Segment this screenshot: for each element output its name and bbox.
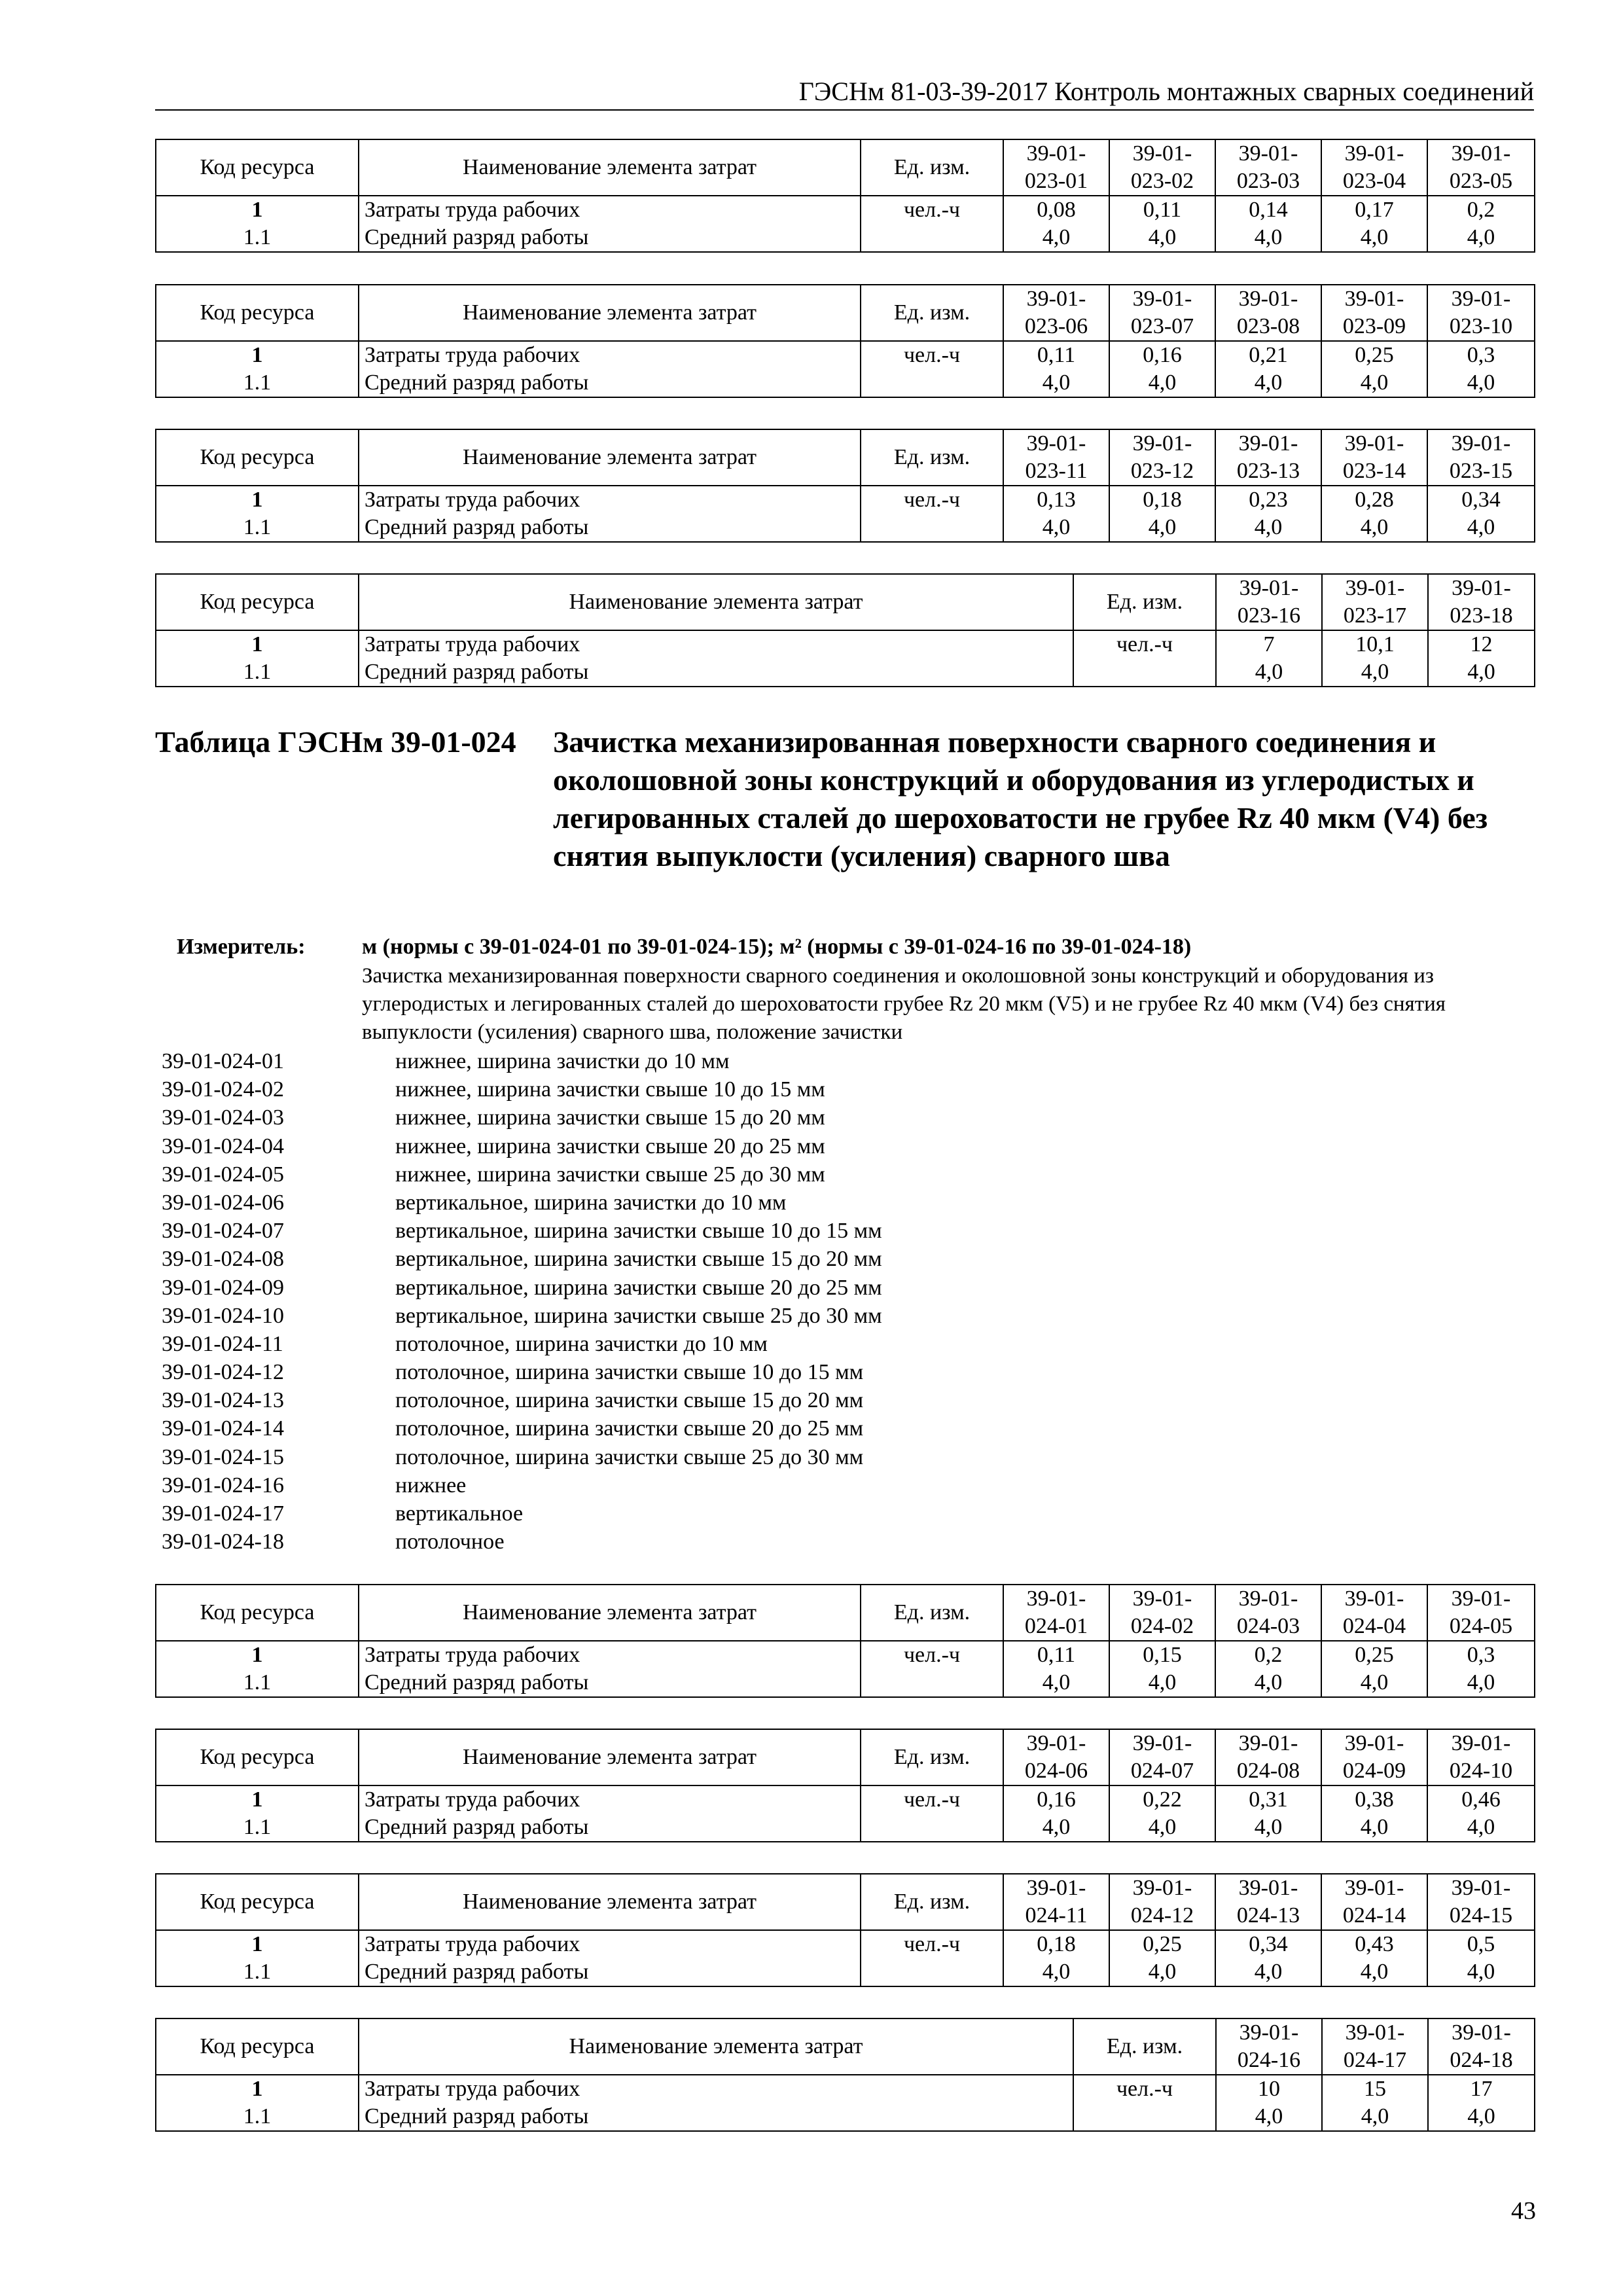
labor-value: 17 <box>1428 2075 1535 2103</box>
norm-code: 39-01-024-15 <box>162 1444 284 1469</box>
grade-value: 4,0 <box>1003 1814 1109 1842</box>
resource-unit: чел.-ч <box>861 486 1003 514</box>
resource-code: 1 <box>156 486 359 514</box>
norm-code-header: 39-01- 023-18 <box>1428 574 1535 630</box>
norm-code-header: 39-01- 023-11 <box>1003 429 1109 486</box>
norm-text: потолочное, ширина зачистки до 10 мм <box>395 1331 768 1356</box>
resource-table-023-06-10 <box>155 284 1535 398</box>
table-row-labor <box>156 1641 1535 1669</box>
resource-code: 1.1 <box>156 514 359 542</box>
norm-text: потолочное <box>395 1530 505 1554</box>
grade-value: 4,0 <box>1427 224 1535 252</box>
norm-code: 39-01-024-03 <box>162 1105 284 1130</box>
grade-value: 4,0 <box>1216 658 1322 687</box>
resource-table-024-16-18 <box>155 2018 1535 2132</box>
norm-code-header: 39-01- 023-15 <box>1427 429 1535 486</box>
resource-name: Средний разряд работы <box>359 1669 861 1697</box>
grade-value: 4,0 <box>1003 369 1109 397</box>
resource-table-023-01-05 <box>155 139 1535 253</box>
labor-value: 0,25 <box>1321 1641 1427 1669</box>
table-header-row <box>156 139 1535 196</box>
meter-label: Измеритель: <box>177 935 306 959</box>
grade-value: 4,0 <box>1109 514 1215 542</box>
norm-code-header: 39-01- 024-08 <box>1215 1729 1321 1785</box>
resource-code: 1.1 <box>156 658 359 687</box>
grade-value: 4,0 <box>1321 1814 1427 1842</box>
labor-value: 0,21 <box>1215 341 1321 369</box>
col-name-header: Наименование элемента затрат <box>359 2018 1073 2075</box>
table-row-labor <box>156 196 1535 224</box>
norm-text: вертикальное, ширина зачистки свыше 20 до 25 мм <box>395 1275 882 1300</box>
norm-text: нижнее, ширина зачистки свыше 25 до 30 мм <box>395 1162 825 1187</box>
grade-value: 4,0 <box>1427 1814 1535 1842</box>
labor-value: 0,13 <box>1003 486 1109 514</box>
resource-table-024-11-15 <box>155 1873 1535 1987</box>
table-row-grade <box>156 2103 1535 2131</box>
resource-unit <box>1073 658 1216 687</box>
resource-name: Затраты труда рабочих <box>359 1641 861 1669</box>
labor-value: 0,2 <box>1427 196 1535 224</box>
grade-value: 4,0 <box>1003 1669 1109 1697</box>
resource-name: Средний разряд работы <box>359 224 861 252</box>
header-title: ГЭСНм 81-03-39-2017 Контроль монтажных сварных соединений <box>798 77 1534 106</box>
col-code-header: Код ресурса <box>156 1874 359 1930</box>
resource-name: Средний разряд работы <box>359 1814 861 1842</box>
norm-code-header: 39-01- 024-13 <box>1215 1874 1321 1930</box>
grade-value: 4,0 <box>1427 1669 1535 1697</box>
norm-code-header: 39-01- 023-09 <box>1321 285 1427 341</box>
labor-value: 0,28 <box>1321 486 1427 514</box>
table-header-row <box>156 2018 1535 2075</box>
col-name-header: Наименование элемента затрат <box>359 1729 861 1785</box>
resource-code: 1.1 <box>156 1669 359 1697</box>
grade-value: 4,0 <box>1322 658 1428 687</box>
resource-table-023-16-18 <box>155 573 1535 687</box>
col-unit-header: Ед. изм. <box>861 285 1003 341</box>
grade-value: 4,0 <box>1428 658 1535 687</box>
norm-text: потолочное, ширина зачистки свыше 25 до 30 мм <box>395 1444 864 1469</box>
resource-code: 1 <box>156 1641 359 1669</box>
resource-code: 1.1 <box>156 224 359 252</box>
norm-code: 39-01-024-12 <box>162 1360 284 1385</box>
norm-code-header: 39-01- 023-02 <box>1109 139 1215 196</box>
labor-value: 0,43 <box>1321 1930 1427 1958</box>
table-row-labor <box>156 486 1535 514</box>
norm-code-header: 39-01- 023-05 <box>1427 139 1535 196</box>
meter-text: м (нормы с 39-01-024-01 по 39-01-024-15); м² (нормы с 39-01-024-16 по 39-01-024-18) <box>362 935 1192 959</box>
labor-value: 0,5 <box>1427 1930 1535 1958</box>
norm-code: 39-01-024-08 <box>162 1247 284 1272</box>
col-unit-header: Ед. изм. <box>861 429 1003 486</box>
norm-code-header: 39-01- 023-10 <box>1427 285 1535 341</box>
norm-code-header: 39-01- 023-07 <box>1109 285 1215 341</box>
norm-text: нижнее, ширина зачистки до 10 мм <box>395 1049 730 1073</box>
col-name-header: Наименование элемента затрат <box>359 1585 861 1641</box>
labor-value: 0,23 <box>1215 486 1321 514</box>
norm-code-header: 39-01- 024-02 <box>1109 1585 1215 1641</box>
labor-value: 0,11 <box>1003 341 1109 369</box>
table-header-row <box>156 429 1535 486</box>
table-row-labor <box>156 2075 1535 2103</box>
resource-name: Средний разряд работы <box>359 2103 1073 2131</box>
grade-value: 4,0 <box>1321 224 1427 252</box>
table-row-grade <box>156 1958 1535 1986</box>
grade-value: 4,0 <box>1428 2103 1535 2131</box>
norm-code-header: 39-01- 024-03 <box>1215 1585 1321 1641</box>
labor-value: 0,08 <box>1003 196 1109 224</box>
norm-code: 39-01-024-02 <box>162 1077 284 1102</box>
norm-text: вертикальное, ширина зачистки свыше 15 до 20 мм <box>395 1247 882 1272</box>
resource-unit <box>861 514 1003 542</box>
norm-text: нижнее, ширина зачистки свыше 15 до 20 мм <box>395 1105 825 1130</box>
resource-code: 1 <box>156 1930 359 1958</box>
norm-text: потолочное, ширина зачистки свыше 20 до 25 мм <box>395 1416 864 1441</box>
grade-value: 4,0 <box>1215 1669 1321 1697</box>
norm-code-header: 39-01- 024-05 <box>1427 1585 1535 1641</box>
resource-code: 1.1 <box>156 1814 359 1842</box>
norm-code: 39-01-024-11 <box>162 1331 283 1356</box>
labor-value: 15 <box>1322 2075 1428 2103</box>
labor-value: 0,2 <box>1215 1641 1321 1669</box>
norm-text: нижнее <box>395 1473 467 1498</box>
resource-code: 1 <box>156 2075 359 2103</box>
labor-value: 0,11 <box>1109 196 1215 224</box>
resource-name: Затраты труда рабочих <box>359 341 861 369</box>
labor-value: 0,17 <box>1321 196 1427 224</box>
resource-name: Затраты труда рабочих <box>359 486 861 514</box>
norm-text: потолочное, ширина зачистки свыше 15 до 20 мм <box>395 1388 864 1413</box>
grade-value: 4,0 <box>1215 369 1321 397</box>
section-label: Таблица ГЭСНм 39-01-024 <box>155 725 516 759</box>
labor-value: 0,38 <box>1321 1785 1427 1814</box>
norm-code-header: 39-01- 023-14 <box>1321 429 1427 486</box>
grade-value: 4,0 <box>1427 514 1535 542</box>
resource-code: 1.1 <box>156 369 359 397</box>
table-row-labor <box>156 630 1535 658</box>
norm-code: 39-01-024-18 <box>162 1530 284 1554</box>
resource-code: 1.1 <box>156 2103 359 2131</box>
labor-value: 0,25 <box>1109 1930 1215 1958</box>
col-name-header: Наименование элемента затрат <box>359 139 861 196</box>
norm-text: вертикальное, ширина зачистки свыше 25 до 30 мм <box>395 1303 882 1328</box>
norm-code-header: 39-01- 023-13 <box>1215 429 1321 486</box>
grade-value: 4,0 <box>1215 1814 1321 1842</box>
grade-value: 4,0 <box>1215 1958 1321 1986</box>
norm-text: потолочное, ширина зачистки свыше 10 до 15 мм <box>395 1360 864 1385</box>
resource-name: Затраты труда рабочих <box>359 2075 1073 2103</box>
resource-table-023-11-15 <box>155 429 1535 543</box>
norm-code-header: 39-01- 024-04 <box>1321 1585 1427 1641</box>
grade-value: 4,0 <box>1109 369 1215 397</box>
resource-unit: чел.-ч <box>861 1641 1003 1669</box>
norm-code: 39-01-024-14 <box>162 1416 284 1441</box>
col-code-header: Код ресурса <box>156 139 359 196</box>
resource-code: 1 <box>156 630 359 658</box>
col-name-header: Наименование элемента затрат <box>359 429 861 486</box>
norm-code-header: 39-01- 023-01 <box>1003 139 1109 196</box>
resource-name: Средний разряд работы <box>359 658 1073 687</box>
table-header-row <box>156 574 1535 630</box>
norm-code-header: 39-01- 023-08 <box>1215 285 1321 341</box>
resource-unit: чел.-ч <box>861 341 1003 369</box>
resource-table-024-06-10 <box>155 1729 1535 1842</box>
resource-code: 1.1 <box>156 1958 359 1986</box>
table-row-grade <box>156 658 1535 687</box>
norm-code-header: 39-01- 023-03 <box>1215 139 1321 196</box>
table-row-grade <box>156 514 1535 542</box>
labor-value: 12 <box>1428 630 1535 658</box>
col-code-header: Код ресурса <box>156 429 359 486</box>
norm-code-header: 39-01- 024-06 <box>1003 1729 1109 1785</box>
col-unit-header: Ед. изм. <box>861 1585 1003 1641</box>
resource-unit: чел.-ч <box>1073 630 1216 658</box>
resource-unit <box>861 1958 1003 1986</box>
col-name-header: Наименование элемента затрат <box>359 574 1073 630</box>
norm-code-header: 39-01- 024-01 <box>1003 1585 1109 1641</box>
labor-value: 0,46 <box>1427 1785 1535 1814</box>
col-unit-header: Ед. изм. <box>1073 574 1216 630</box>
resource-unit <box>861 1669 1003 1697</box>
resource-code: 1 <box>156 196 359 224</box>
labor-value: 10,1 <box>1322 630 1428 658</box>
norm-code: 39-01-024-05 <box>162 1162 284 1187</box>
page-number: 43 <box>1511 2197 1536 2225</box>
norm-text: нижнее, ширина зачистки свыше 10 до 15 мм <box>395 1077 825 1102</box>
col-code-header: Код ресурса <box>156 1585 359 1641</box>
norm-code-header: 39-01- 024-18 <box>1428 2018 1535 2075</box>
norm-code-header: 39-01- 024-14 <box>1321 1874 1427 1930</box>
labor-value: 7 <box>1216 630 1322 658</box>
resource-code: 1 <box>156 1785 359 1814</box>
table-row-grade <box>156 224 1535 252</box>
norm-code: 39-01-024-17 <box>162 1501 284 1526</box>
norm-text: вертикальное <box>395 1501 524 1526</box>
norm-code: 39-01-024-01 <box>162 1049 284 1073</box>
labor-value: 0,34 <box>1427 486 1535 514</box>
grade-value: 4,0 <box>1003 514 1109 542</box>
resource-name: Средний разряд работы <box>359 1958 861 1986</box>
table-row-grade <box>156 369 1535 397</box>
norm-text: нижнее, ширина зачистки свыше 20 до 25 мм <box>395 1134 825 1158</box>
grade-value: 4,0 <box>1321 1958 1427 1986</box>
table-row-grade <box>156 1814 1535 1842</box>
labor-value: 0,15 <box>1109 1641 1215 1669</box>
norm-code-header: 39-01- 024-16 <box>1216 2018 1322 2075</box>
grade-value: 4,0 <box>1109 1814 1215 1842</box>
grade-value: 4,0 <box>1215 514 1321 542</box>
col-code-header: Код ресурса <box>156 2018 359 2075</box>
col-code-header: Код ресурса <box>156 285 359 341</box>
grade-value: 4,0 <box>1322 2103 1428 2131</box>
grade-value: 4,0 <box>1109 1669 1215 1697</box>
resource-code: 1 <box>156 341 359 369</box>
norm-code-header: 39-01- 024-12 <box>1109 1874 1215 1930</box>
col-name-header: Наименование элемента затрат <box>359 285 861 341</box>
labor-value: 0,25 <box>1321 341 1427 369</box>
norm-code-header: 39-01- 024-10 <box>1427 1729 1535 1785</box>
col-code-header: Код ресурса <box>156 574 359 630</box>
norm-code-header: 39-01- 023-06 <box>1003 285 1109 341</box>
resource-unit <box>1073 2103 1216 2131</box>
norm-code-header: 39-01- 024-17 <box>1322 2018 1428 2075</box>
grade-value: 4,0 <box>1109 224 1215 252</box>
col-unit-header: Ед. изм. <box>861 139 1003 196</box>
resource-name: Затраты труда рабочих <box>359 630 1073 658</box>
grade-value: 4,0 <box>1427 369 1535 397</box>
norm-code-header: 39-01- 024-07 <box>1109 1729 1215 1785</box>
labor-value: 0,31 <box>1215 1785 1321 1814</box>
labor-value: 0,34 <box>1215 1930 1321 1958</box>
grade-value: 4,0 <box>1216 2103 1322 2131</box>
norm-code: 39-01-024-10 <box>162 1303 284 1328</box>
norm-code-header: 39-01- 024-09 <box>1321 1729 1427 1785</box>
labor-value: 0,18 <box>1003 1930 1109 1958</box>
resource-unit <box>861 369 1003 397</box>
resource-name: Затраты труда рабочих <box>359 1785 861 1814</box>
resource-unit: чел.-ч <box>1073 2075 1216 2103</box>
labor-value: 0,14 <box>1215 196 1321 224</box>
norm-code-header: 39-01- 023-12 <box>1109 429 1215 486</box>
norm-text: вертикальное, ширина зачистки свыше 10 до 15 мм <box>395 1219 882 1244</box>
resource-unit: чел.-ч <box>861 1930 1003 1958</box>
resource-name: Средний разряд работы <box>359 514 861 542</box>
table-row-labor <box>156 341 1535 369</box>
col-code-header: Код ресурса <box>156 1729 359 1785</box>
grade-value: 4,0 <box>1321 1669 1427 1697</box>
resource-name: Средний разряд работы <box>359 369 861 397</box>
resource-unit: чел.-ч <box>861 1785 1003 1814</box>
table-header-row <box>156 285 1535 341</box>
section-description: Зачистка механизированная поверхности сварного соединения и околошовной зоны конструкций и оборудования из углеродистых и легированных сталей до шероховатости грубее Rz 20 мкм (V5) и не грубее Rz 40 мкм (V4) без снятия выпуклости (усиления) сварного шва, положение зачистки <box>362 964 1446 1044</box>
grade-value: 4,0 <box>1321 514 1427 542</box>
table-header-row <box>156 1585 1535 1641</box>
norm-code: 39-01-024-04 <box>162 1134 284 1158</box>
table-row-labor <box>156 1930 1535 1958</box>
labor-value: 0,3 <box>1427 341 1535 369</box>
norm-code-header: 39-01- 023-04 <box>1321 139 1427 196</box>
grade-value: 4,0 <box>1003 1958 1109 1986</box>
col-unit-header: Ед. изм. <box>1073 2018 1216 2075</box>
labor-value: 0,16 <box>1109 341 1215 369</box>
norm-code-header: 39-01- 023-16 <box>1216 574 1322 630</box>
col-unit-header: Ед. изм. <box>861 1729 1003 1785</box>
labor-value: 0,18 <box>1109 486 1215 514</box>
norm-code: 39-01-024-06 <box>162 1190 284 1215</box>
norm-code: 39-01-024-07 <box>162 1219 284 1244</box>
resource-unit <box>861 224 1003 252</box>
norm-code-header: 39-01- 023-17 <box>1322 574 1428 630</box>
resource-unit <box>861 1814 1003 1842</box>
table-row-labor <box>156 1785 1535 1814</box>
grade-value: 4,0 <box>1321 369 1427 397</box>
table-header-row <box>156 1729 1535 1785</box>
section-title: Зачистка механизированная поверхности сварного соединения и околошовной зоны конструкций и оборудования из углеродистых и легированных сталей до шероховатости не грубее Rz 40 мкм (V4) без снятия выпуклости (усиления) сварного шва <box>553 725 1488 872</box>
resource-name: Затраты труда рабочих <box>359 1930 861 1958</box>
norm-code: 39-01-024-09 <box>162 1275 284 1300</box>
labor-value: 10 <box>1216 2075 1322 2103</box>
resource-table-024-01-05 <box>155 1584 1535 1698</box>
norm-code-header: 39-01- 024-11 <box>1003 1874 1109 1930</box>
norm-code: 39-01-024-16 <box>162 1473 284 1498</box>
page-header <box>155 73 1534 111</box>
grade-value: 4,0 <box>1003 224 1109 252</box>
grade-value: 4,0 <box>1427 1958 1535 1986</box>
resource-unit: чел.-ч <box>861 196 1003 224</box>
col-name-header: Наименование элемента затрат <box>359 1874 861 1930</box>
labor-value: 0,3 <box>1427 1641 1535 1669</box>
grade-value: 4,0 <box>1109 1958 1215 1986</box>
norm-text: вертикальное, ширина зачистки до 10 мм <box>395 1190 787 1215</box>
table-row-grade <box>156 1669 1535 1697</box>
grade-value: 4,0 <box>1215 224 1321 252</box>
labor-value: 0,11 <box>1003 1641 1109 1669</box>
labor-value: 0,22 <box>1109 1785 1215 1814</box>
norm-code-header: 39-01- 024-15 <box>1427 1874 1535 1930</box>
table-header-row <box>156 1874 1535 1930</box>
norm-code: 39-01-024-13 <box>162 1388 284 1413</box>
col-unit-header: Ед. изм. <box>861 1874 1003 1930</box>
resource-name: Затраты труда рабочих <box>359 196 861 224</box>
labor-value: 0,16 <box>1003 1785 1109 1814</box>
